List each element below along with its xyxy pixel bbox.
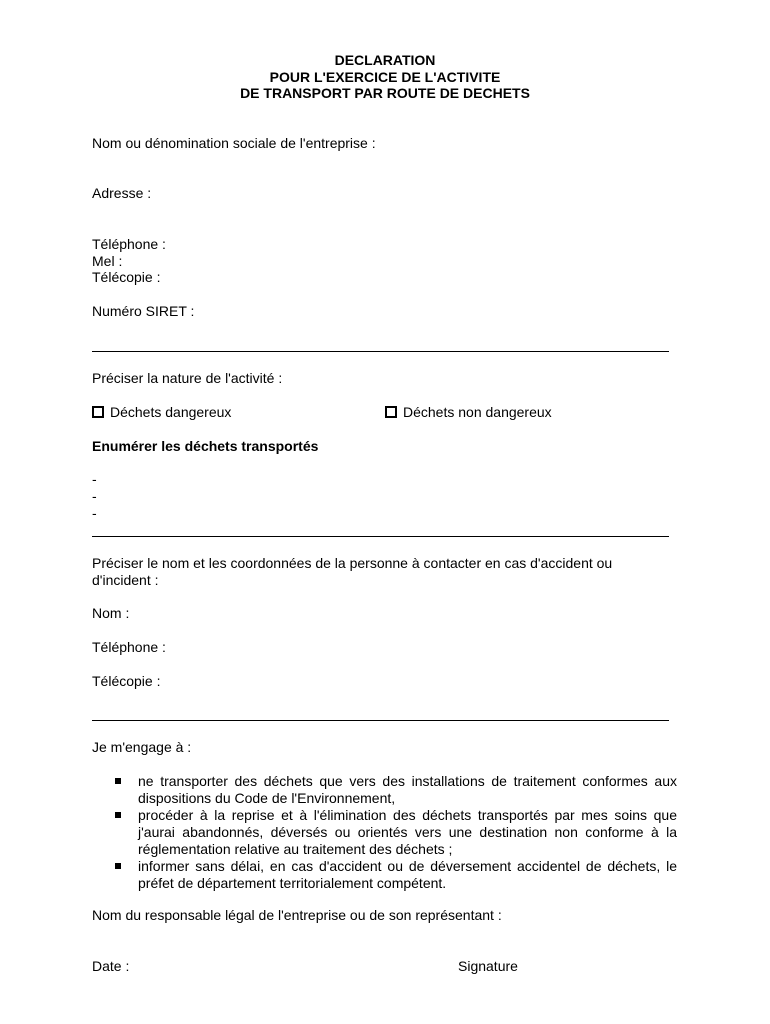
address-label: Adresse : xyxy=(92,185,152,201)
checkbox-non-dangerous-waste[interactable] xyxy=(385,404,552,421)
section-divider xyxy=(92,536,669,537)
waste-list-item: - xyxy=(92,505,97,521)
checkbox-icon[interactable] xyxy=(385,406,397,418)
activity-nature-label: Préciser la nature de l'activité : xyxy=(92,370,283,386)
commitment-item-text: procéder à la reprise et à l'élimination des déchets transportés par mes soins que j'aurai abandonnés, déversés ou orientés vers une destination non conforme à la réglementation relative au traitement des déchets ; xyxy=(138,807,677,857)
contact-intro-line-1: Préciser le nom et les coordonnées de la personne à contacter en cas d'accident ou xyxy=(92,555,613,571)
company-name-label: Nom ou dénomination sociale de l'entreprise : xyxy=(92,135,376,151)
document-title xyxy=(0,52,770,102)
bullet-icon xyxy=(115,812,121,818)
commitment-item-text: ne transporter des déchets que vers des installations de traitement conformes aux dispositions du Code de l'Environnement, xyxy=(138,773,677,806)
commitment-intro: Je m'engage à : xyxy=(92,739,192,755)
contact-name-label: Nom : xyxy=(92,605,130,621)
checkbox-dangerous-waste[interactable] xyxy=(92,404,231,421)
commitment-list xyxy=(92,773,677,892)
waste-list-item: - xyxy=(92,471,97,487)
representative-label: Nom du responsable légal de l'entreprise ou de son représentant : xyxy=(92,907,502,923)
commitment-item-text: informer sans délai, en cas d'accident ou de déversement accidentel de déchets, le préfet de département territorialement compétent. xyxy=(138,858,677,891)
mail-label: Mel : xyxy=(92,253,123,269)
list-item xyxy=(92,773,677,807)
phone-label: Téléphone : xyxy=(92,236,166,252)
waste-list-item: - xyxy=(92,488,97,504)
contact-fax-label: Télécopie : xyxy=(92,673,161,689)
checkbox-non-dangerous-label: Déchets non dangereux xyxy=(403,404,552,420)
contact-phone-label: Téléphone : xyxy=(92,639,166,655)
title-line-1: DECLARATION xyxy=(334,52,436,68)
bullet-icon xyxy=(115,863,121,869)
contact-intro-line-2: d'incident : xyxy=(92,572,159,588)
list-item xyxy=(92,858,677,892)
checkbox-icon[interactable] xyxy=(92,406,104,418)
title-line-2: POUR L'EXERCICE DE L'ACTIVITE xyxy=(269,68,501,85)
fax-label: Télécopie : xyxy=(92,269,161,285)
waste-list-heading: Enumérer les déchets transportés xyxy=(92,438,319,454)
list-item xyxy=(92,807,677,858)
bullet-icon xyxy=(115,778,121,784)
checkbox-dangerous-label: Déchets dangereux xyxy=(110,404,232,420)
siret-label: Numéro SIRET : xyxy=(92,303,195,319)
title-line-3: DE TRANSPORT PAR ROUTE DE DECHETS xyxy=(240,85,530,101)
section-divider xyxy=(92,351,669,352)
date-label: Date : xyxy=(92,958,130,974)
signature-label: Signature xyxy=(458,958,518,974)
section-divider xyxy=(92,720,669,721)
